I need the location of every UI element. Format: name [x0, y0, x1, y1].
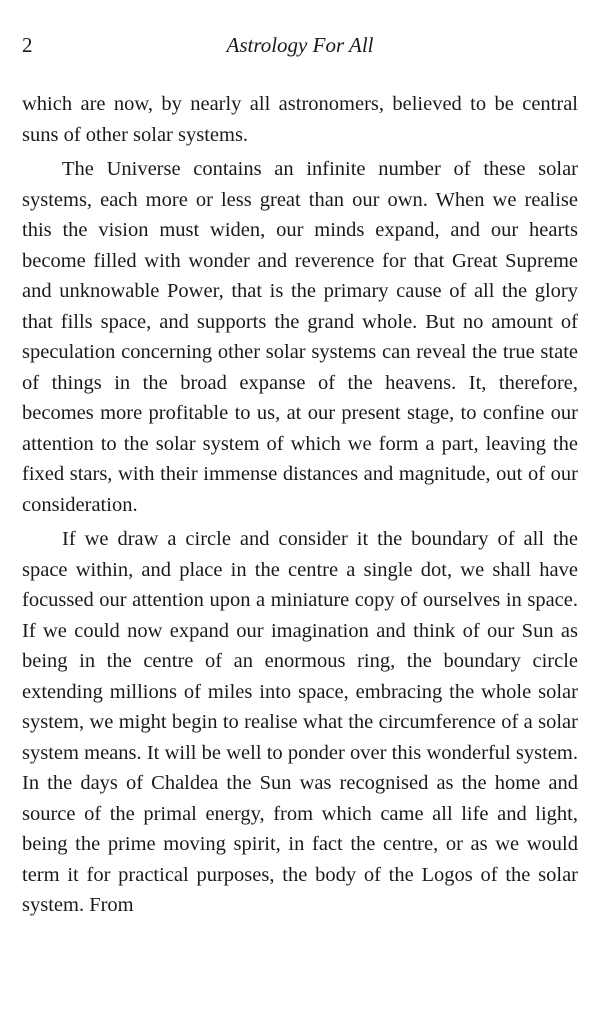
- paragraph-universe: The Universe contains an infinite number of these solar systems, each more or less great than our own. When we realise this the vision must widen, our minds expand, and our hearts become filled with wonder and reverence for that Great Supreme and unknowable Power, that is the primary cause of all the glory that fills space, and supports the grand whole. But no amount of speculation concerning other solar systems can reveal the true state of things in the broad expanse of the heavens. It, therefore, becomes more profitable to us, at our present stage, to confine our attention to the solar system of which we form a part, leaving the fixed stars, with their immense distances and magnitude, out of our consideration.: [22, 158, 578, 516]
- paragraph-circle: If we draw a circle and consider it the boundary of all the space within, and place in the centre a single dot, we shall have focussed our attention upon a miniature copy of ourselves in space. If we could now expand our imagination and think of our Sun as being in the centre of an enormous ring, the boundary circle extending millions of miles into space, embracing the whole solar system, we might begin to realise what the circumference of a solar system means. It will be well to ponder over this wonderful system. In the days of Chaldea the Sun was recognised as the home and source of the primal energy, from which came all life and light, being the prime moving spirit, in fact the centre, or as we would term it for practical purposes, the body of the Logos of the solar system. From: [22, 528, 578, 916]
- running-header: [22, 28, 578, 62]
- paragraph-continuation: which are now, by nearly all astronomers, believed to be central suns of other solar systems.: [22, 93, 578, 146]
- body-text: [22, 89, 578, 921]
- book-page: [22, 28, 578, 925]
- running-title: Astrology For All: [226, 33, 374, 57]
- page-number: 2: [22, 33, 33, 57]
